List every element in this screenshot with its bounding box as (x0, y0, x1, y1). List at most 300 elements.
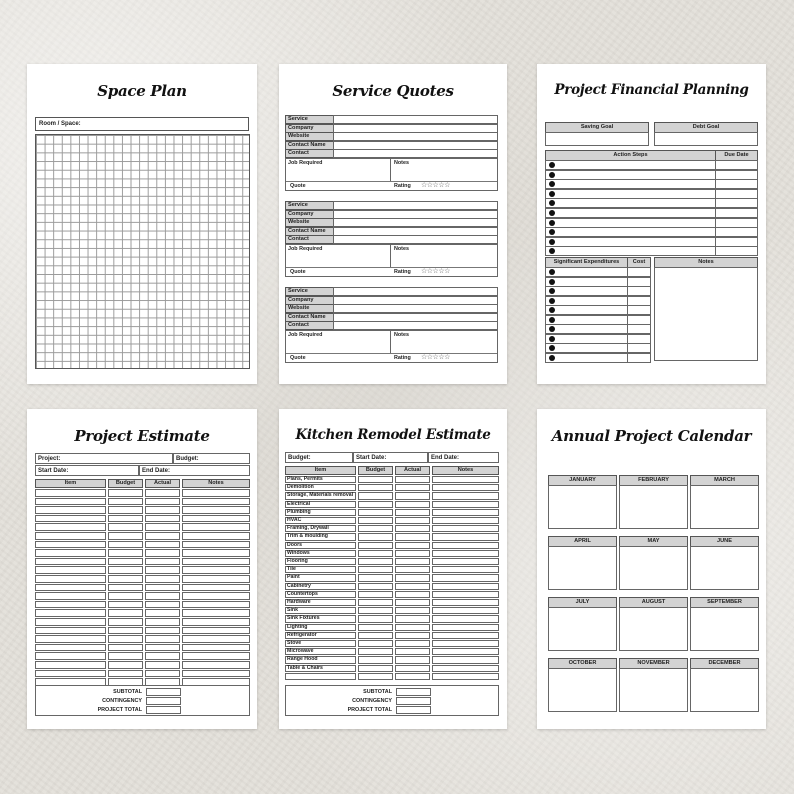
table-cell[interactable] (108, 584, 143, 592)
table-cell[interactable] (358, 509, 393, 516)
quote-field-label: Company (285, 210, 334, 219)
table-cell[interactable] (145, 498, 180, 506)
table-cell[interactable] (35, 601, 106, 609)
table-cell[interactable] (108, 549, 143, 557)
table-cell[interactable] (358, 501, 393, 508)
table-cell[interactable] (108, 575, 143, 583)
table-cell[interactable] (35, 523, 106, 531)
table-cell[interactable] (108, 506, 143, 514)
table-cell[interactable] (182, 541, 250, 549)
quote-field-label: Service (285, 287, 334, 296)
table-cell[interactable] (108, 618, 143, 626)
table-cell[interactable] (395, 665, 430, 672)
table-cell[interactable] (358, 566, 393, 573)
table-cell[interactable] (182, 549, 250, 557)
table-cell[interactable] (358, 492, 393, 499)
table-cell[interactable] (145, 592, 180, 600)
action-steps-header: Action Steps (545, 150, 716, 161)
cost-cell[interactable] (627, 286, 651, 296)
table-cell[interactable] (145, 566, 180, 574)
table-cell[interactable] (285, 583, 356, 590)
table-cell[interactable] (285, 484, 356, 491)
table-cell[interactable] (358, 591, 393, 598)
table-cell[interactable] (432, 615, 499, 622)
month-box[interactable] (548, 546, 617, 590)
table-cell[interactable] (285, 574, 356, 581)
cost-cell[interactable] (627, 305, 651, 315)
table-cell[interactable] (182, 489, 250, 497)
expenditure-row[interactable] (545, 305, 628, 315)
notes-label: Notes (394, 332, 409, 338)
table-cell[interactable] (395, 501, 430, 508)
end-date-field[interactable] (139, 465, 250, 476)
table-cell[interactable] (285, 599, 356, 606)
table-cell[interactable] (432, 566, 499, 573)
expenditure-row[interactable] (545, 286, 628, 296)
table-cell[interactable] (108, 635, 143, 643)
table-cell[interactable] (395, 607, 430, 614)
table-cell[interactable] (358, 624, 393, 631)
start-date-field[interactable] (353, 452, 428, 463)
table-cell[interactable] (35, 541, 106, 549)
table-cell[interactable] (182, 670, 250, 678)
cost-cell[interactable] (627, 324, 651, 334)
due-date-cell[interactable] (715, 189, 758, 199)
table-cell[interactable] (432, 509, 499, 516)
table-cell[interactable] (145, 644, 180, 652)
item-label: Microwave (287, 648, 314, 655)
table-cell[interactable] (395, 599, 430, 606)
table-cell[interactable] (285, 542, 356, 549)
due-date-cell[interactable] (715, 198, 758, 208)
table-cell[interactable] (432, 607, 499, 614)
expenditure-row[interactable] (545, 277, 628, 287)
table-cell[interactable] (145, 661, 180, 669)
table-cell[interactable] (432, 648, 499, 655)
table-cell[interactable] (432, 542, 499, 549)
table-cell[interactable] (182, 652, 250, 660)
table-cell[interactable] (35, 635, 106, 643)
table-cell[interactable] (35, 627, 106, 635)
table-cell[interactable] (358, 574, 393, 581)
table-cell[interactable] (395, 492, 430, 499)
cost-cell[interactable] (627, 343, 651, 353)
table-cell[interactable] (145, 523, 180, 531)
table-cell[interactable] (358, 673, 393, 680)
table-cell[interactable] (395, 476, 430, 483)
table-cell[interactable] (35, 515, 106, 523)
table-cell[interactable] (35, 609, 106, 617)
table-cell[interactable] (432, 574, 499, 581)
table-cell[interactable] (35, 566, 106, 574)
table-cell[interactable] (395, 656, 430, 663)
column-header: Actual (395, 466, 430, 475)
table-cell[interactable] (108, 652, 143, 660)
table-cell[interactable] (35, 652, 106, 660)
table-cell[interactable] (35, 644, 106, 652)
table-cell[interactable] (395, 574, 430, 581)
table-cell[interactable] (432, 624, 499, 631)
table-cell[interactable] (35, 489, 106, 497)
table-cell[interactable] (432, 484, 499, 491)
action-step-row[interactable] (545, 227, 716, 237)
table-cell[interactable] (145, 532, 180, 540)
table-cell[interactable] (182, 601, 250, 609)
table-cell[interactable] (182, 515, 250, 523)
budget-field[interactable] (285, 452, 353, 463)
table-cell[interactable] (395, 615, 430, 622)
table-cell[interactable] (145, 601, 180, 609)
table-cell[interactable] (395, 648, 430, 655)
table-cell[interactable] (35, 592, 106, 600)
month-box[interactable] (690, 485, 759, 529)
table-cell[interactable] (108, 523, 143, 531)
debt-goal-field[interactable] (654, 132, 758, 146)
table-cell[interactable] (432, 517, 499, 524)
month-box[interactable] (619, 546, 688, 590)
cost-cell[interactable] (627, 315, 651, 325)
table-cell[interactable] (395, 673, 430, 680)
contingency-label: CONTINGENCY (102, 698, 142, 704)
bullet-icon (549, 279, 555, 285)
table-cell[interactable] (35, 506, 106, 514)
table-cell[interactable] (182, 584, 250, 592)
table-cell[interactable] (182, 609, 250, 617)
table-cell[interactable] (285, 566, 356, 573)
table-cell[interactable] (395, 640, 430, 647)
cost-header: Cost (627, 257, 651, 268)
table-cell[interactable] (108, 532, 143, 540)
table-cell[interactable] (285, 558, 356, 565)
action-step-row[interactable] (545, 208, 716, 218)
table-cell[interactable] (285, 624, 356, 631)
month-box[interactable] (548, 607, 617, 651)
action-step-row[interactable] (545, 246, 716, 256)
page-title: Service Quotes (332, 82, 454, 100)
table-cell[interactable] (108, 515, 143, 523)
table-cell[interactable] (182, 558, 250, 566)
table-cell[interactable] (145, 506, 180, 514)
item-label: Doors (287, 541, 302, 548)
table-cell[interactable] (358, 615, 393, 622)
rating-stars-icon[interactable]: ☆☆☆☆☆ (421, 268, 450, 275)
table-cell[interactable] (108, 644, 143, 652)
table-cell[interactable] (182, 627, 250, 635)
vertical-divider (390, 245, 391, 267)
month-box[interactable] (690, 668, 759, 712)
due-date-cell[interactable] (715, 227, 758, 237)
table-cell[interactable] (285, 517, 356, 524)
table-cell[interactable] (108, 566, 143, 574)
table-cell[interactable] (358, 542, 393, 549)
table-cell[interactable] (432, 665, 499, 672)
expenditure-row[interactable] (545, 324, 628, 334)
table-cell[interactable] (395, 583, 430, 590)
action-step-row[interactable] (545, 189, 716, 199)
column-header: Item (35, 479, 106, 488)
month-box[interactable] (690, 546, 759, 590)
table-cell[interactable] (358, 648, 393, 655)
budget-label: Budget: (176, 456, 199, 462)
table-cell[interactable] (432, 492, 499, 499)
action-step-row[interactable] (545, 179, 716, 189)
table-cell[interactable] (358, 476, 393, 483)
table-cell[interactable] (145, 618, 180, 626)
table-cell[interactable] (145, 670, 180, 678)
column-header: Budget (108, 479, 143, 488)
bullet-icon (549, 269, 555, 275)
start-date-label: Start Date: (38, 468, 69, 474)
table-cell[interactable] (285, 615, 356, 622)
table-cell[interactable] (358, 656, 393, 663)
contingency-field[interactable] (146, 697, 181, 705)
table-cell[interactable] (358, 558, 393, 565)
month-box[interactable] (619, 485, 688, 529)
table-cell[interactable] (395, 566, 430, 573)
contingency-label: CONTINGENCY (352, 698, 392, 704)
table-cell[interactable] (35, 670, 106, 678)
expenditure-row[interactable] (545, 353, 628, 363)
table-cell[interactable] (285, 656, 356, 663)
subtotal-field[interactable] (146, 688, 181, 696)
table-cell[interactable] (432, 673, 499, 680)
item-label: Lighting (287, 623, 308, 630)
table-cell[interactable] (432, 599, 499, 606)
table-cell[interactable] (108, 592, 143, 600)
table-cell[interactable] (285, 476, 356, 483)
saving-goal-header: Saving Goal (545, 122, 649, 133)
table-cell[interactable] (432, 656, 499, 663)
table-cell[interactable] (432, 591, 499, 598)
action-step-row[interactable] (545, 198, 716, 208)
table-cell[interactable] (285, 509, 356, 516)
table-cell[interactable] (145, 575, 180, 583)
table-cell[interactable] (395, 542, 430, 549)
due-date-cell[interactable] (715, 208, 758, 218)
table-cell[interactable] (145, 584, 180, 592)
table-cell[interactable] (145, 489, 180, 497)
table-cell[interactable] (108, 489, 143, 497)
table-cell[interactable] (182, 566, 250, 574)
budget-field[interactable] (173, 453, 250, 464)
quote-block (285, 287, 498, 363)
table-cell[interactable] (285, 525, 356, 532)
table-cell[interactable] (35, 558, 106, 566)
table-cell[interactable] (108, 670, 143, 678)
table-cell[interactable] (358, 607, 393, 614)
table-cell[interactable] (358, 583, 393, 590)
table-cell[interactable] (145, 515, 180, 523)
table-cell[interactable] (358, 599, 393, 606)
table-cell[interactable] (358, 533, 393, 540)
table-cell[interactable] (285, 607, 356, 614)
cost-cell[interactable] (627, 277, 651, 287)
table-cell[interactable] (35, 498, 106, 506)
horizontal-divider (286, 353, 497, 354)
table-cell[interactable] (432, 476, 499, 483)
table-cell[interactable] (145, 627, 180, 635)
due-date-cell[interactable] (715, 246, 758, 256)
expenditure-row[interactable] (545, 343, 628, 353)
table-cell[interactable] (182, 523, 250, 531)
table-cell[interactable] (432, 583, 499, 590)
table-cell[interactable] (145, 541, 180, 549)
quote-details-box (285, 330, 498, 363)
expenditure-row[interactable] (545, 334, 628, 344)
expenditure-row[interactable] (545, 296, 628, 306)
month-header: FEBRUARY (619, 475, 688, 486)
table-cell[interactable] (395, 591, 430, 598)
table-cell[interactable] (108, 627, 143, 635)
quote-field-input[interactable] (333, 321, 498, 330)
bullet-icon (549, 336, 555, 342)
cost-cell[interactable] (627, 334, 651, 344)
table-cell[interactable] (285, 632, 356, 639)
table-cell[interactable] (432, 533, 499, 540)
table-cell[interactable] (285, 533, 356, 540)
table-cell[interactable] (358, 525, 393, 532)
table-cell[interactable] (285, 492, 356, 499)
column-header: Item (285, 466, 356, 475)
table-cell[interactable] (182, 661, 250, 669)
table-cell[interactable] (432, 640, 499, 647)
table-cell[interactable] (35, 661, 106, 669)
due-date-cell[interactable] (715, 160, 758, 170)
table-cell[interactable] (35, 584, 106, 592)
month-box[interactable] (619, 607, 688, 651)
table-cell[interactable] (145, 549, 180, 557)
action-step-row[interactable] (545, 237, 716, 247)
cost-cell[interactable] (627, 267, 651, 277)
table-cell[interactable] (285, 673, 356, 680)
table-cell[interactable] (145, 635, 180, 643)
table-cell[interactable] (182, 575, 250, 583)
table-cell[interactable] (285, 648, 356, 655)
table-cell[interactable] (432, 632, 499, 639)
table-cell[interactable] (285, 591, 356, 598)
table-cell[interactable] (395, 517, 430, 524)
rating-stars-icon[interactable]: ☆☆☆☆☆ (421, 354, 450, 361)
start-date-label: Start Date: (356, 455, 387, 461)
quote-field-input[interactable] (333, 235, 498, 244)
table-cell[interactable] (145, 652, 180, 660)
due-date-cell[interactable] (715, 237, 758, 247)
notes-field[interactable] (654, 267, 758, 361)
bullet-icon (549, 239, 555, 245)
table-cell[interactable] (285, 640, 356, 647)
table-cell[interactable] (358, 640, 393, 647)
start-date-field[interactable] (35, 465, 139, 476)
subtotal-field[interactable] (396, 688, 431, 696)
table-cell[interactable] (35, 618, 106, 626)
action-step-row[interactable] (545, 170, 716, 180)
table-cell[interactable] (35, 549, 106, 557)
table-cell[interactable] (285, 665, 356, 672)
table-cell[interactable] (108, 541, 143, 549)
quote-field-input[interactable] (333, 149, 498, 158)
expenditure-row[interactable] (545, 267, 628, 277)
quote-block (285, 201, 498, 277)
table-cell[interactable] (182, 498, 250, 506)
table-cell[interactable] (395, 632, 430, 639)
table-cell[interactable] (35, 575, 106, 583)
contingency-field[interactable] (396, 697, 431, 705)
item-label: Plans, Permits (287, 476, 323, 482)
table-cell[interactable] (358, 665, 393, 672)
table-cell[interactable] (358, 484, 393, 491)
table-cell[interactable] (182, 635, 250, 643)
month-box[interactable] (548, 668, 617, 712)
table-cell[interactable] (395, 484, 430, 491)
table-cell[interactable] (182, 532, 250, 540)
table-cell[interactable] (395, 550, 430, 557)
page-title: Kitchen Remodel Estimate (295, 427, 491, 443)
saving-goal-field[interactable] (545, 132, 649, 146)
table-cell[interactable] (432, 501, 499, 508)
action-step-row[interactable] (545, 218, 716, 228)
table-cell[interactable] (432, 558, 499, 565)
month-header: MAY (619, 536, 688, 547)
cost-cell[interactable] (627, 296, 651, 306)
table-cell[interactable] (395, 558, 430, 565)
project-field[interactable] (35, 453, 173, 464)
table-cell[interactable] (432, 550, 499, 557)
month-box[interactable] (690, 607, 759, 651)
due-date-cell[interactable] (715, 179, 758, 189)
table-cell[interactable] (108, 661, 143, 669)
table-cell[interactable] (145, 558, 180, 566)
month-box[interactable] (548, 485, 617, 529)
table-cell[interactable] (182, 644, 250, 652)
table-cell[interactable] (108, 609, 143, 617)
quote-field-label: Website (285, 304, 334, 313)
table-cell[interactable] (145, 609, 180, 617)
due-date-cell[interactable] (715, 170, 758, 180)
project-total-field[interactable] (146, 706, 181, 714)
table-cell[interactable] (182, 506, 250, 514)
room-space-field[interactable] (35, 117, 249, 131)
end-date-field[interactable] (428, 452, 499, 463)
month-header: MARCH (690, 475, 759, 486)
table-cell[interactable] (395, 624, 430, 631)
item-label: Hardware (287, 599, 311, 605)
project-total-field[interactable] (396, 706, 431, 714)
table-cell[interactable] (182, 592, 250, 600)
table-cell[interactable] (432, 525, 499, 532)
rating-stars-icon[interactable]: ☆☆☆☆☆ (421, 182, 450, 189)
table-cell[interactable] (108, 558, 143, 566)
cost-cell[interactable] (627, 353, 651, 363)
table-cell[interactable] (35, 532, 106, 540)
table-cell[interactable] (108, 601, 143, 609)
grid-area[interactable] (35, 134, 250, 369)
table-cell[interactable] (285, 501, 356, 508)
table-cell[interactable] (285, 550, 356, 557)
action-step-row[interactable] (545, 160, 716, 170)
table-cell[interactable] (358, 632, 393, 639)
column-header: Notes (182, 479, 250, 488)
table-cell[interactable] (395, 533, 430, 540)
table-cell[interactable] (395, 525, 430, 532)
table-cell[interactable] (395, 509, 430, 516)
due-date-cell[interactable] (715, 218, 758, 228)
table-cell[interactable] (358, 517, 393, 524)
table-cell[interactable] (358, 550, 393, 557)
expenditure-row[interactable] (545, 315, 628, 325)
month-box[interactable] (619, 668, 688, 712)
table-cell[interactable] (108, 498, 143, 506)
table-cell[interactable] (182, 618, 250, 626)
